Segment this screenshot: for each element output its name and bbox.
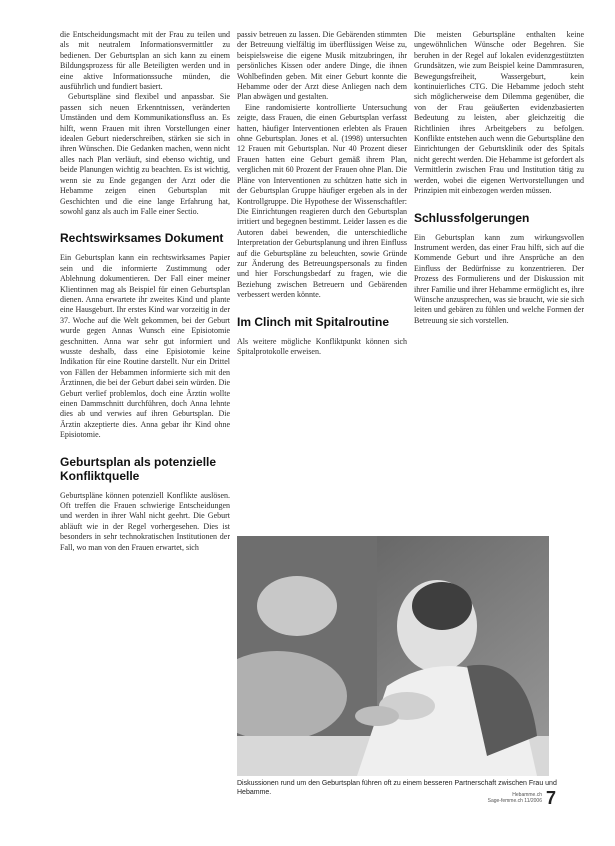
paragraph: Als weitere mögliche Konfliktpunkt können sich Spitalprotokolle erweisen.: [237, 336, 407, 356]
photo-midwife-and-woman: [237, 536, 549, 776]
section-heading: Im Clinch mit Spitalroutine: [237, 314, 390, 329]
paragraph: Geburtspläne sind flexibel und anpassbar. Sie passen sich neuen Erkenntnissen, veränderten Umständen und dem Kommunikationsfluss an. Es hilft, wenn Frauen mit ihren Vorstellungen einer idealen Geburt niederschreiben, stärken sie sich in ihren Wünschen. Die Gedanken machen, wenn nicht alles nach Plan verläuft, sind ebenso wichtig, und beide Planungen wichtig zu beachten. Es ist wichtig, wenn sie zu Ende gegangen der Arzt oder die Hebamme zeigen einen Geburtsplan mit Geschichten und die eine lange Erfahrung hat, sowohl ganz als auch im Falle einer Sectio.: [60, 92, 230, 216]
footer-line: Hebamme.ch: [512, 792, 542, 798]
page-number: 7: [546, 788, 557, 808]
column-2: [237, 30, 407, 357]
paragraph: Geburtspläne können potenziell Konflikte auslösen. Oft treffen die Frauen schwierige Entscheidungen und werden in ihrer Wahl nicht geehrt. Die Geburt abläuft wie in der Regel vorhergesehen. Dies ist besonders in sehr technokratischen Institutionen der Fall, wo man von den Frauen erwartet, sich: [60, 490, 230, 552]
paragraph: Die meisten Geburtspläne enthalten keine ungewöhnlichen Wünsche oder Begehren. Sie beruhen in der Regel auf lokalen evidenzgestützten Grundsätzen, wie zum Beispiel keine Dammrasuren, Bewegungsfreiheit, Wassergeburt, kein kontinuierliches CTG. Die Hebamme jedoch steht sich möglicherweise dem Dilemma gegenüber, die von der Frau geäußerten evidenzbasierten Bedeutung zu leisten, aber gleichzeitig die Richtlinien ihres Arbeitgebers zu befolgen. Konflikte entstehen auch wenn die Geburtspläne den Einrichtungen der Geburtsklinik oder des Spitals nicht gerecht werden. Die Hebamme ist gefordert als Vermittlerin zwischen Frau und Institution tätig zu werden, wobei die eigenen Wertvorstellungen und Prinzipien mit einbezogen werden müssen.: [414, 30, 584, 196]
footer-line: Sage-femme.ch 11/2006: [487, 798, 542, 804]
paragraph: die Entscheidungsmacht mit der Frau zu teilen und als mit neutralem Informationsvermittler zu bedienen. Der Geburtsplan an sich kann zu einem Bildungsprozess für alle Beteiligten werden und in eine aktive Informationssuche münden, die ausführlich und fundiert basiert.: [60, 30, 230, 92]
section-heading: Geburtsplan als potenzielle Konfliktquelle: [60, 454, 217, 483]
section-heading: Schlussfolgerungen: [414, 210, 530, 225]
paragraph: Ein Geburtsplan kann zum wirkungsvollen Instrument werden, das einer Frau hilft, sich auf die Kommende Geburt und ihre Ansprüche an den Einfluss der Bedürfnisse zu konzentrieren. Der Prozess des Formulierens und der Diskussion mit ihrer Familie und ihrer Hebamme ermöglicht es, ihre Wünsche anzusprechen, was sie braucht, wie sie sich leiten und gebären zu fühlen und welche Formen der Betreuung sie sich vorstellen.: [414, 232, 584, 325]
photo-caption: Diskussionen rund um den Geburtsplan führen oft zu einem besseren Partnerschaft zwischen Frau und Hebamme.: [237, 780, 557, 796]
paragraph: Eine randomisierte kontrollierte Untersuchung zeigte, dass Frauen, die einen Geburtsplan verfasst hatten, häufiger Interventionen erlebten als Frauen ohne Geburtsplan. Jones et al. (1998) untersuchten 12 Frauen mit Geburtsplan. Nur 40 Prozent dieser Frauen hatten eine Geburt gemäß ihrem Plan, verglichen mit 60 Prozent der Frauen ohne Plan. Die Pläne von Interventionen zu schützen hatte sich in der Geburtsplan Gruppe häufiger ergeben als in der Kontrollgruppe. Die Hypothese der Wissenschaftler: Die Einrichtungen reagieren durch den Geburtsplan irritiert und begegnen bestimmt. Leider lassen es die Autoren dabei bewenden, die unterschiedliche Interpretation der Geburtsplanung und ihren Einfluss auf die Geburtspläne zu beleuchten, sowie Gründe zur Änderung des Betreuungspersonals zu finden und hier Forschungsbedarf zu fragen, wie die Beziehung zwischen Betreuern und Gebärenden verbessert werden könnte.: [237, 102, 407, 300]
column-1: [60, 30, 230, 553]
photo-illustration: [237, 536, 549, 776]
column-3: [414, 30, 584, 326]
paragraph: passiv betreuen zu lassen. Die Gebärenden stimmten der Betreuung vielfältig im überflüssigen Weise zu, beispielsweise die eigene Musik mitzubringen, ihr persönliches Kissen oder andere Dinge, die ihnen Wohlbefinden geben. Mit einer Geburt konnte die Hebamme oder der Arzt diese Anliegen nach dem Plan abwägen und gestalten.: [237, 30, 407, 102]
paragraph: Ein Geburtsplan kann ein rechtswirksames Papier sein und die informierte Zustimmung oder Ablehnung dokumentieren. Der Fall einer meiner Klientinnen mag als Beispiel für einen Geburtsplan dienen. Anna erwartete ihr zweites Kind und plante eine Hausgeburt. Ihr erstes Kind war vorzeitig in der 37. Woche auf die Welt gekommen, bei der Geburt wurde gegen Annas Wunsch eine Episiotomie geschnitten. Anna war sehr gut informiert und wusste deshalb, dass eine Episiotomie keine Indikation für eine Routine darstellt. Nur ein Drittel von Fällen der Hebammen informierte sich mit den Ärztinnen, die bei der Geburt dabei sein würden. Die Geburt verlief problemlos, doch eine Ärztin wollte einen Dammschnitt durchführen, doch Anna lehnte dies ab und verwies auf ihren Geburtsplan. Die Ärztin akzeptierte dies. Anna gebar ihr Kind ohne Episiotomie.: [60, 253, 230, 440]
footer-publication: [452, 792, 542, 804]
section-heading: Rechtswirksames Dokument: [60, 231, 224, 246]
